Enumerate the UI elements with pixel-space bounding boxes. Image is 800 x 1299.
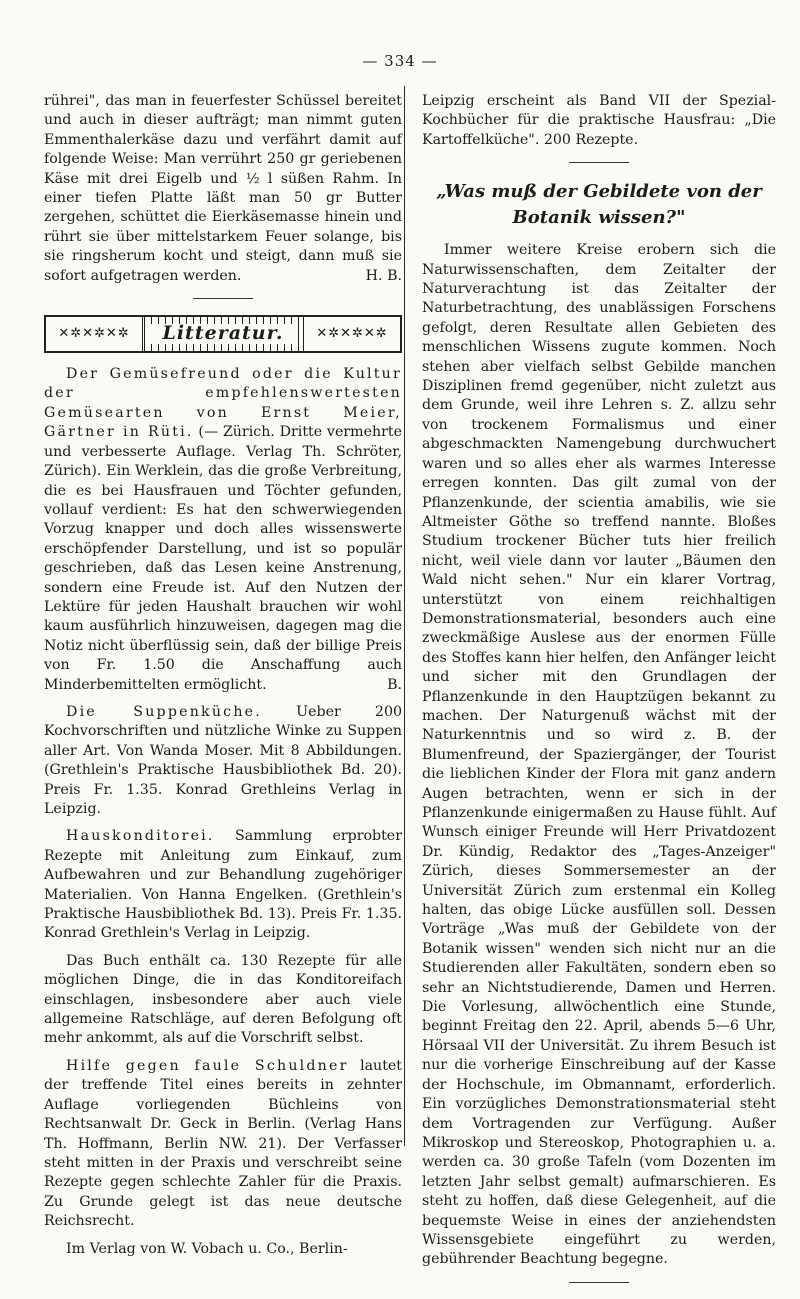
article-heading: „Was muß der Gebildete von der Botanik wissen?" [436,181,762,229]
book-text: (— Zürich. Dritte vermehrte und verbesserte Auflage. Verlag Th. Schröter, Zürich). Ein Werklein, das die große Verbreitung, die es bei Hausfrauen und Töchter gefunden, vollauf verdient: Es hat den schwerwiegenden Vorzug knapper und doch alles wissenswerte erschöpfender Darstellung, und ist so populär geschrieben, daß das Lesen keine Anstrenung, sondern eine Freude ist. Auf den Nutzen der Lektüre für jeden Haushalt brauchen wir wohl kaum ausführlich hinzuweisen, dagegen mag die Notiz nicht überflüssig sein, daß der billige Preis von Fr. 1.50 die Anschaffung auch Minderbemittelten ermöglicht. [44,424,402,693]
book-title: Hilfe gegen faule Schuldner [66,1057,349,1074]
signature: H. B. [365,267,402,284]
book-text: Sammlung erprobter Rezepte mit Anleitung zum Einkauf, zum Aufbewahren und zur Behandlung zugehöriger Materialien. Von Hanna Engelken. (Grethlein's Praktische Hausbibliothek Bd. 13). Preis Fr. 1.35. Konrad Grethlein's Verlag in Leipzig. [44,828,402,942]
book-review-4 [44,1057,402,1232]
page-number: — 334 — [362,52,438,70]
divider [569,162,629,163]
right-column [422,92,776,1299]
book-review-1 [44,365,402,695]
book-title: Die Suppenküche. [66,703,262,720]
divider [569,1282,629,1283]
literature-heading: Litteratur. [150,324,295,343]
book-text: lautet der treffende Titel eines bereits in zehnter Auflage vorliegenden Büchleins von Rechtsanwalt Dr. Geck in Berlin. (Verlag Hans Th. Hoffmann, Berlin NW. 21). Der Verfasser steht mitten in der Praxis und verschreibt seine Rezepte gegen schlechte Zahler für die Praxis. Zu Grunde gelegt ist das neue deutsche Reichsrecht. [44,1057,402,1230]
book-title: Der Gemüsefreund oder die Kultur der empfehlenswertesten Gemüsearten von Ernst Meier, Gärtner in Rüti. [44,366,402,441]
signature: B. [387,676,402,693]
recipe-end-text: rührei", das man in feuerfester Schüssel bereitet und auch in dieser aufträgt; man nimmt guten Emmenthalerkäse dazu und verfährt damit auf folgende Weise: Man verrührt 250 gr geriebenen Käse mit drei Eigelb und ½ l süßen Rahm. In einer tiefen Platte läßt man 50 gr Butter zergehen, schüttet die Eierkäsemasse hinein und rührt sie über mittelstarkem Feuer solange, bis sie ringsherum kocht und steigt, dann muß sie sofort aufgetragen werden. [44,93,402,284]
recipe-end-paragraph [44,92,402,286]
article-body: Immer weitere Kreise erobern sich die Naturwissenschaften, dem Zeitalter der Naturverachtung ist das Zeitalter der Naturbetrachtung, des unablässigen Forschens gefolgt, deren Resultate allen Gebieten des menschlichen Wissens zugute kommen. Noch stehen aber vielfach selbst Gebilde manchen Disziplinen fremd gegenüber, nicht zuletzt aus dem Grunde, weil ihre Lehren s. Z. allzu sehr von trockenem Formalismus und einer abgeschmackten Namengebung durchwuchert waren und so alles eher als warmes Interesse erregen konnten. Das gilt zumal von der Pflanzenkunde, der scientia amabilis, wie sie Altmeister Göthe so treffend nannte. Bloßes Studium trockener Bücher tuts hier freilich nicht, weil viele dann vor lauter „Bäumen den Wald nicht sehen." Nur ein klarer Vortrag, unterstützt von einem reichhaltigen Demonstrationsmaterial, besonders auch eine zweckmäßige Auslese aus der enormen Fülle des Stoffes kann hier helfen, den Anfänger leicht und sicher mit den Grundlagen der Pflanzenkunde in den Hauptzügen bekannt zu machen. Der Naturgenuß wächst mit der Naturkenntnis und so wird z. B. der Blumenfreund, der Spaziergänger, der Tourist die lieblichen Kinder der Flora mit ganz andern Augen betrachten, wenn er sich in der Pflanzenkunde einigermaßen zu Hause fühlt. Auf Wunsch einiger Freunde will Herr Privatdozent Dr. Kündig, Redaktor des „Tages-Anzeiger" Zürich, dieses Sommersemester an der Universität Zürich zum erstenmal ein Kolleg halten, das obige Lücke ausfüllen soll. Dessen Vorträge „Was muß der Gebildete von der Botanik wissen" wenden sich nicht nur an die Studierenden aller Fakultäten, sondern eben so sehr an Nichtstudierende, Damen und Herren. Die Vorlesung, allwöchentlich eine Stunde, beginnt Freitag den 22. April, abends 5—6 Uhr, Hörsaal VII der Universität. Zu ihrem Besuch ist nur die vorherige Einschreibung auf der Kasse der Hochschule, im Obmannamt, erforderlich. Ein vorzügliches Demonstrationsmaterial steht dem Vortragenden zur Verfügung. Außer Mikroskop und Stereoskop, Photographien u. a. werden ca. 30 große Tafeln (vom Dozenten im letzten Jahr selbst gemalt) aufmarschieren. Es steht zu hoffen, daß diese Gelegenheit, auf die bequemste Weise in eines der anziehendsten Wissensgebiete eingeführt zu werden, gebührender Beachtung begegne. [422,242,776,1268]
column-divider [404,86,405,1146]
book-title: Hauskonditorei. [66,828,215,845]
literature-header-box [44,315,402,353]
book-review-5-end: Leipzig erscheint als Band VII der Spezial-Kochbücher für die praktische Hausfrau: „Die Kartoffelküche". 200 Rezepte. [422,93,776,148]
divider [193,298,253,299]
book-review-2 [44,703,402,819]
book-review-3-extra: Das Buch enthält ca. 130 Rezepte für alle möglichen Dinge, die in das Konditoreifach einschlagen, insbesondere aber auch viele allgemeine Ratschläge, auf deren Befolgung oft mehr ankommt, als auf die Vorschrift selbst. [44,952,402,1047]
ornament-left: ✕✲✕✲✕✲ [46,317,143,351]
book-review-5-start: Im Verlag von W. Vobach u. Co., Berlin- [66,1240,348,1257]
ornament-right: ✕✲✕✲✕✲ [303,317,400,351]
book-text: Ueber 200 Kochvorschriften und nützliche Winke zu Suppen aller Art. Von Wanda Moser. Mit 8 Abbildungen. (Grethlein's Praktische Hausbibliothek Bd. 20). Preis Fr. 1.35. Konrad Grethleins Verlag in Leipzig. [44,703,403,817]
left-column [44,92,402,1267]
book-review-3 [44,827,402,943]
